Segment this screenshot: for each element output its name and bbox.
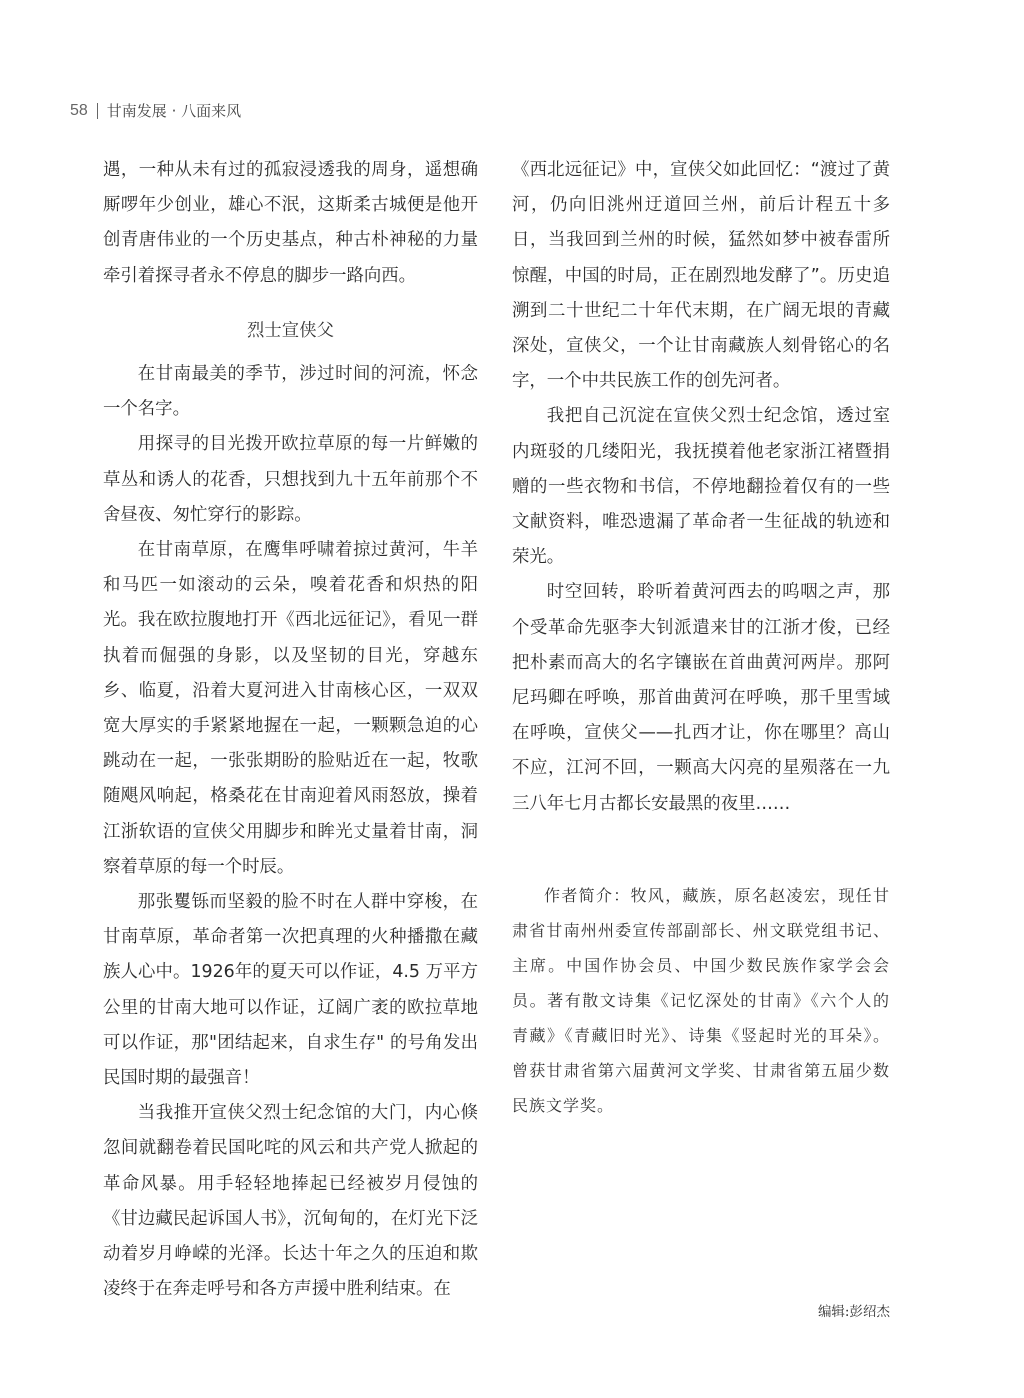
editor-credit: 编辑:彭绍杰 — [817, 1304, 890, 1320]
body-paragraph: 在甘南草原，在鹰隼呼啸着掠过黄河，牛羊和马匹一如滚动的云朵，嗅着花香和炽热的阳光。我在欧拉腹地打开《西北远征记》，看见一群执着而倔强的身影，以及坚韧的目光，穿越东乡、临夏，沿着大夏河进入甘南核心区，一双双宽大厚实的手紧紧地握在一起，一颗颗急迫的心跳动在一起，一张张期盼的脸贴近在一起，牧歌随飓风响起，格桑花在甘南迎着风雨怒放，操着江浙软语的宣侠父用脚步和眸光丈量着甘南，洞察着草原的每一个时辰。 — [103, 540, 478, 877]
page-header — [70, 100, 241, 121]
left-column — [103, 153, 478, 1308]
intro-paragraph: 遇，一种从未有过的孤寂浸透我的周身，遥想确厮啰年少创业，雄心不泯，这斯柔古城便是他开创青唐伟业的一个历史基点，种古朴神秘的力量牵引着探寻者永不停息的脚步一路向西。 — [103, 160, 478, 286]
page-number: 58 — [70, 101, 88, 119]
body-paragraph: 时空回转，聆听着黄河西去的呜咽之声，那个受革命先驱李大钊派遣来甘的江浙才俊，已经把朴素而高大的名字镶嵌在首曲黄河两岸。那阿尼玛卿在呼唤，那首曲黄河在呼唤，那千里雪域在呼唤，宣侠父——扎西才让，你在哪里？高山不应，江河不回，一颗高大闪亮的星殒落在一九三八年七月古都长安最黑的夜里…… — [512, 582, 890, 814]
body-paragraph: 用探寻的目光拨开欧拉草原的每一片鲜嫩的草丛和诱人的花香，只想找到九十五年前那个不舍昼夜、匆忙穿行的影踪。 — [103, 434, 478, 525]
section-title: 甘南发展 · 八面来风 — [106, 102, 242, 120]
body-paragraph: 当我推开宣侠父烈士纪念馆的大门，内心倏忽间就翻卷着民国叱咤的风云和共产党人掀起的革命风暴。用手轻轻地捧起已经被岁月侵蚀的《甘边藏民起诉国人书》，沉甸甸的，在灯光下泛动着岁月峥嵘的光泽。长达十年之久的压迫和欺凌终于在奔走呼号和各方声援中胜利结束。在 — [103, 1103, 478, 1300]
body-paragraph: 那张矍铄而坚毅的脸不时在人群中穿梭，在甘南草原，革命者第一次把真理的火种播撒在藏族人心中。1926年的夏天可以作证，4.5 万平方公里的甘南大地可以作证，辽阔广袤的欧拉草地可以作证，那"团结起来，自求生存" 的号角发出民国时期的最强音！ — [103, 892, 478, 1089]
body-paragraph: 我把自己沉淀在宣侠父烈士纪念馆，透过室内斑驳的几缕阳光，我抚摸着他老家浙江褚暨捐赠的一些衣物和书信，不停地翻捡着仅有的一些文献资料，唯恐遗漏了革命者一生征战的轨迹和荣光。 — [512, 406, 890, 568]
author-bio-text: 作者简介：牧风，藏族，原名赵凌宏，现任甘肃省甘南州州委宣传部副部长、州文联党组书记、主席。中国作协会员、中国少数民族作家学会会员。著有散文诗集《记忆深处的甘南》《六个人的青藏》《青藏旧时光》、诗集《竖起时光的耳朵》。曾获甘肃省第六届黄河文学奖、甘肃省第五届少数民族文学奖。 — [512, 886, 890, 1115]
author-bio — [512, 878, 890, 1123]
right-column — [512, 153, 890, 822]
continued-paragraph: 《西北远征记》中，宣侠父如此回忆：“渡过了黄河，仍向旧洮州迂道回兰州，前后计程五十多日，当我回到兰州的时候，猛然如梦中被春雷所惊醒，中国的时局，正在剧烈地发酵了”。历史追溯到二十世纪二十年代末期，在广阔无垠的青藏深处，宣侠父，一个让甘南藏族人刻骨铭心的名字，一个中共民族工作的创先河者。 — [512, 160, 890, 392]
body-paragraph: 在甘南最美的季节，涉过时间的河流，怀念一个名字。 — [103, 364, 478, 420]
header-divider — [97, 103, 98, 119]
article-subheading: 烈士宣侠父 — [247, 320, 334, 341]
